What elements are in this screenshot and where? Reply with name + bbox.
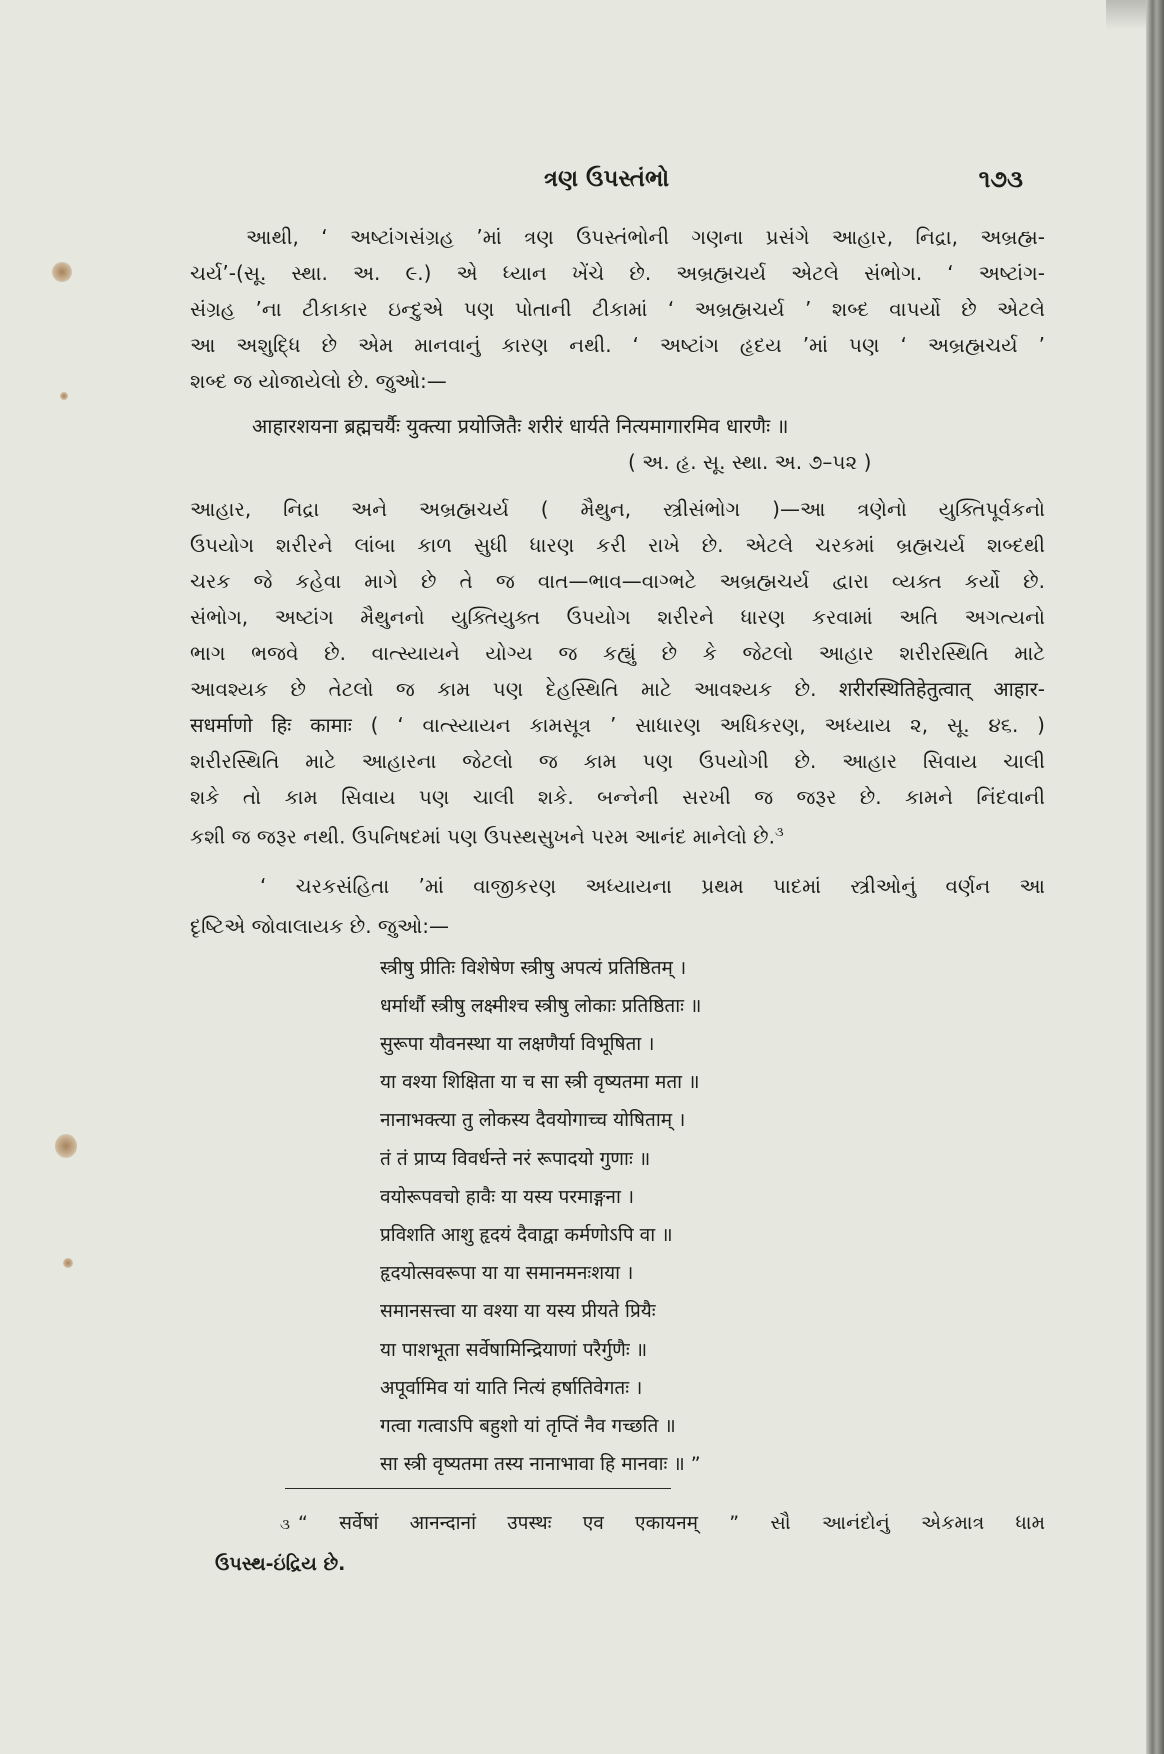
footnote-marker: ૩ (775, 825, 784, 840)
paragraph-line: દૃષ્ટિએ જોવાલાયક છે. જુઓ:— (190, 913, 450, 938)
paragraph-3 (190, 866, 1045, 946)
footnote-line (190, 1503, 1045, 1544)
running-header (190, 161, 1045, 197)
page-edge-shadow (1146, 0, 1164, 1754)
paragraph-line: શરીરસ્થિતિ માટે આહારના જેટલો જ કામ પણ ઉપયોગી છે. આહાર સિવાય ચાલી (190, 749, 1045, 773)
paragraph-line: શબ્દ જ યોજાયેલો છે. જુઓ:— (190, 369, 447, 393)
paragraph-line: સંગ્રહ ’ના ટીકાકાર ઇન્દુએ પણ પોતાની ટીકામાં ‘ અબ્રહ્મચર્ય ’ શબ્દ વાપર્યો છે એટલે (190, 297, 1045, 321)
verse-line: समानसत्त्वा या वश्या या यस्य प्रीयते प्रियैः (380, 1300, 656, 1323)
paragraph-2 (190, 491, 1045, 855)
verse-line: स्त्रीषु प्रीतिः विशेषेण स्त्रीषु अपत्यं प्रतिष्ठितम् । (380, 956, 687, 979)
chapter-title: ત્રણ ઉપસ્તંભો (543, 166, 670, 192)
sanskrit-quote: आहारशयना ब्रह्मचर्यैः युक्त्या प्रयोजितैः शरीरं धार्यते नित्यमागारमिव धारणैः ॥ (252, 414, 789, 438)
paragraph-line: આહાર, નિદ્રા અને અબ્રહ્મચર્ય ( મૈથુન, સ્ત્રીસંભોગ )—આ ત્રણેનો યુક્તિપૂર્વકનો (190, 497, 1045, 521)
paper-stain (63, 1258, 73, 1268)
verse-line: प्रविशति आशु हृदयं दैवाद्वा कर्मणोऽपि वा ॥ (380, 1224, 673, 1247)
paragraph-line: આ અશુદ્ધિ છે એમ માનવાનું કારણ નથી. ‘ અષ્ટાંગ હૃદય ’માં પણ ‘ અબ્રહ્મચર્ય ’ (190, 333, 1045, 357)
page-corner-shadow (1106, 0, 1146, 30)
paper-stain (60, 392, 68, 400)
paragraph-line-last (190, 815, 1045, 855)
verse-line: नानाभक्त्या तु लोकस्य दैवयोगाच्च योषिताम् । (380, 1109, 686, 1132)
paragraph-line-text: કશી જ જરૂર નથી. ઉપનિષદમાં પણ ઉપસ્થસુખને પરમ આનંદ માનેલો છે. (190, 824, 775, 849)
verse-line: या वश्या शिक्षिता या च सा स्त्री वृष्यतमा मता ॥ (380, 1071, 700, 1094)
text-column (190, 161, 1045, 1584)
paragraph-line: શકે તો કામ સિવાય પણ ચાલી શકે. બન્નેની સરખી જ જરૂર છે. કામને નિંદવાની (190, 785, 1045, 809)
sanskrit-verses (190, 949, 1045, 1484)
page-number: ૧૭૩ (978, 165, 1023, 193)
verse-line: धर्मार्थौ स्त्रीषु लक्ष्मीश्च स्त्रीषु लोकाः प्रतिष्ठिताः ॥ (380, 994, 702, 1017)
footnote (190, 1503, 1045, 1584)
footnote-divider (285, 1488, 671, 1489)
verse-line: सुरूपा यौवनस्था या लक्षणैर्या विभूषिता । (380, 1033, 655, 1056)
paragraph-line: सधर्माणो हिः कामाः ( ‘ વાત્સ્યાયન કામસૂત્ર ’ સાધારણ અધિકરણ, અધ્યાય ૨, સૂ. ૪૬. ) (190, 713, 1045, 737)
verse-line: सा स्त्री वृष्यतमा तस्य नानाभावा हि मानवाः ॥ ” (380, 1453, 701, 1476)
paragraph-line: ઉપયોગ શરીરને લાંબા કાળ સુધી ધારણ કરી રાખે છે. એટલે ચરકમાં બ્રહ્મચર્ય શબ્દથી (190, 533, 1045, 557)
verse-line: तं तं प्राप्य विवर्धन्ते नरं रूपादयो गुणाः ॥ (380, 1147, 651, 1170)
quote-reference: ( અ. હૃ. સૂ. સ્થા. અ. ૭–૫૨ ) (628, 450, 872, 474)
verse-line: हृदयोत्सवरूपा या या समानमनःशया । (380, 1262, 634, 1285)
verse-line: गत्वा गत्वाऽपि बहुशो यां तृप्तिं नैव गच्छति ॥ (380, 1415, 676, 1438)
paragraph-line: ચર્ય’-(સૂ. સ્થા. અ. ૯.) એ ધ્યાન ખેંચે છે. અબ્રહ્મચર્ય એટલે સંભોગ. ‘ અષ્ટાંગ- (190, 261, 1045, 285)
paragraph-line: ચરક જે કહેવા માગે છે તે જ વાત—ભાવ—વાગ્ભટે અબ્રહ્મચર્ય દ્વારા વ્યક્ત કર્યો છે. (190, 569, 1045, 593)
paragraph-line: ભાગ ભજવે છે. વાત્સ્યાયને યોગ્ય જ કહ્યું છે કે જેટલો આહાર શરીરસ્થિતિ માટે (190, 641, 1045, 665)
paragraph-line: આથી, ‘ અષ્ટાંગસંગ્રહ ’માં ત્રણ ઉપસ્તંભોની ગણના પ્રસંગે આહાર, નિદ્રા, અબ્રહ્મ- (246, 225, 1045, 249)
paragraph-line: આવશ્યક છે તેટલો જ કામ પણ દેહસ્થિતિ માટે આવશ્યક છે. शरीरस्थितिहेतुत्वात् आहार- (190, 677, 1045, 701)
paragraph-line: સંભોગ, અષ્ટાંગ મૈથુનનો યુક્તિયુક્ત ઉપયોગ શરીરને ધારણ કરવામાં અતિ અગત્યનો (190, 605, 1045, 629)
paper-stain (55, 1134, 77, 1158)
footnote-number: ૩ (280, 1514, 290, 1533)
paragraph-line: ‘ ચરકસંહિતા ’માં વાજીકરણ અધ્યાયના પ્રથમ પાદમાં સ્ત્રીઓનું વર્ણન આ (260, 873, 1045, 898)
verse-line: या पाशभूता सर्वेषामिन्द्रियाणां परैर्गुणैः ॥ (380, 1338, 648, 1361)
verse-line: वयोरूपवचो हावैः या यस्य परमाङ्गना । (380, 1185, 635, 1208)
paper-stain (52, 262, 72, 282)
verse-line: अपूर्वामिव यां याति नित्यं हर्षातिवेगतः । (380, 1376, 643, 1399)
footnote-text: “ सर्वेषां आनन्दानां उपस्थः एव एकायनम् ” સૌ આનંદોનું એકમાત્ર ધામ (298, 1511, 1045, 1534)
footnote-line: ઉપસ્થ-ઇંદ્રિય છે. (215, 1552, 346, 1575)
paragraph-1 (190, 219, 1045, 399)
